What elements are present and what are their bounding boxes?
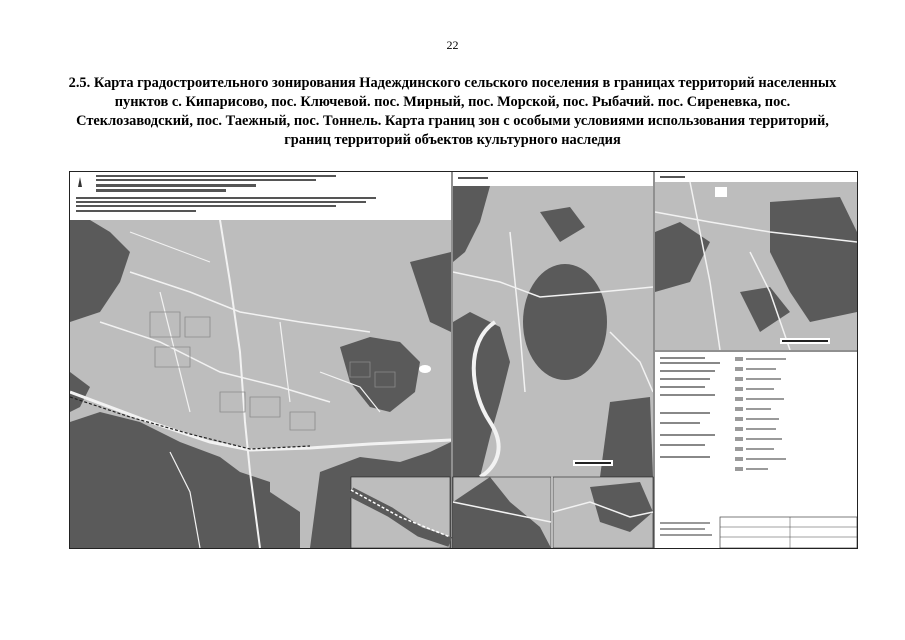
- zoning-map-sheet: [69, 171, 858, 549]
- map-illustration: [70, 172, 857, 548]
- legend-panel: [655, 352, 857, 548]
- bottom-inset-3: [553, 477, 653, 548]
- right-top-map-panel: [655, 172, 857, 350]
- centre-map-panel: [453, 172, 653, 477]
- figure-caption: 2.5. Карта градостроительного зонирования Надеждинского сельского поселения в границах территорий населенных пунктов с. Кипарисово, пос. Ключевой. пос. Мирный, пос. Морской, пос. Рыбачий. пос. Сиреневка, пос. Стеклозаводский, пос. Таежный, пос. Тоннель. Карта границ зон с особыми условиями использования территорий, границ территорий объектов культурного наследия: [68, 75, 837, 148]
- bottom-inset-2: [453, 477, 551, 548]
- bottom-inset-1: [351, 477, 450, 548]
- page-number: 22: [446, 38, 459, 52]
